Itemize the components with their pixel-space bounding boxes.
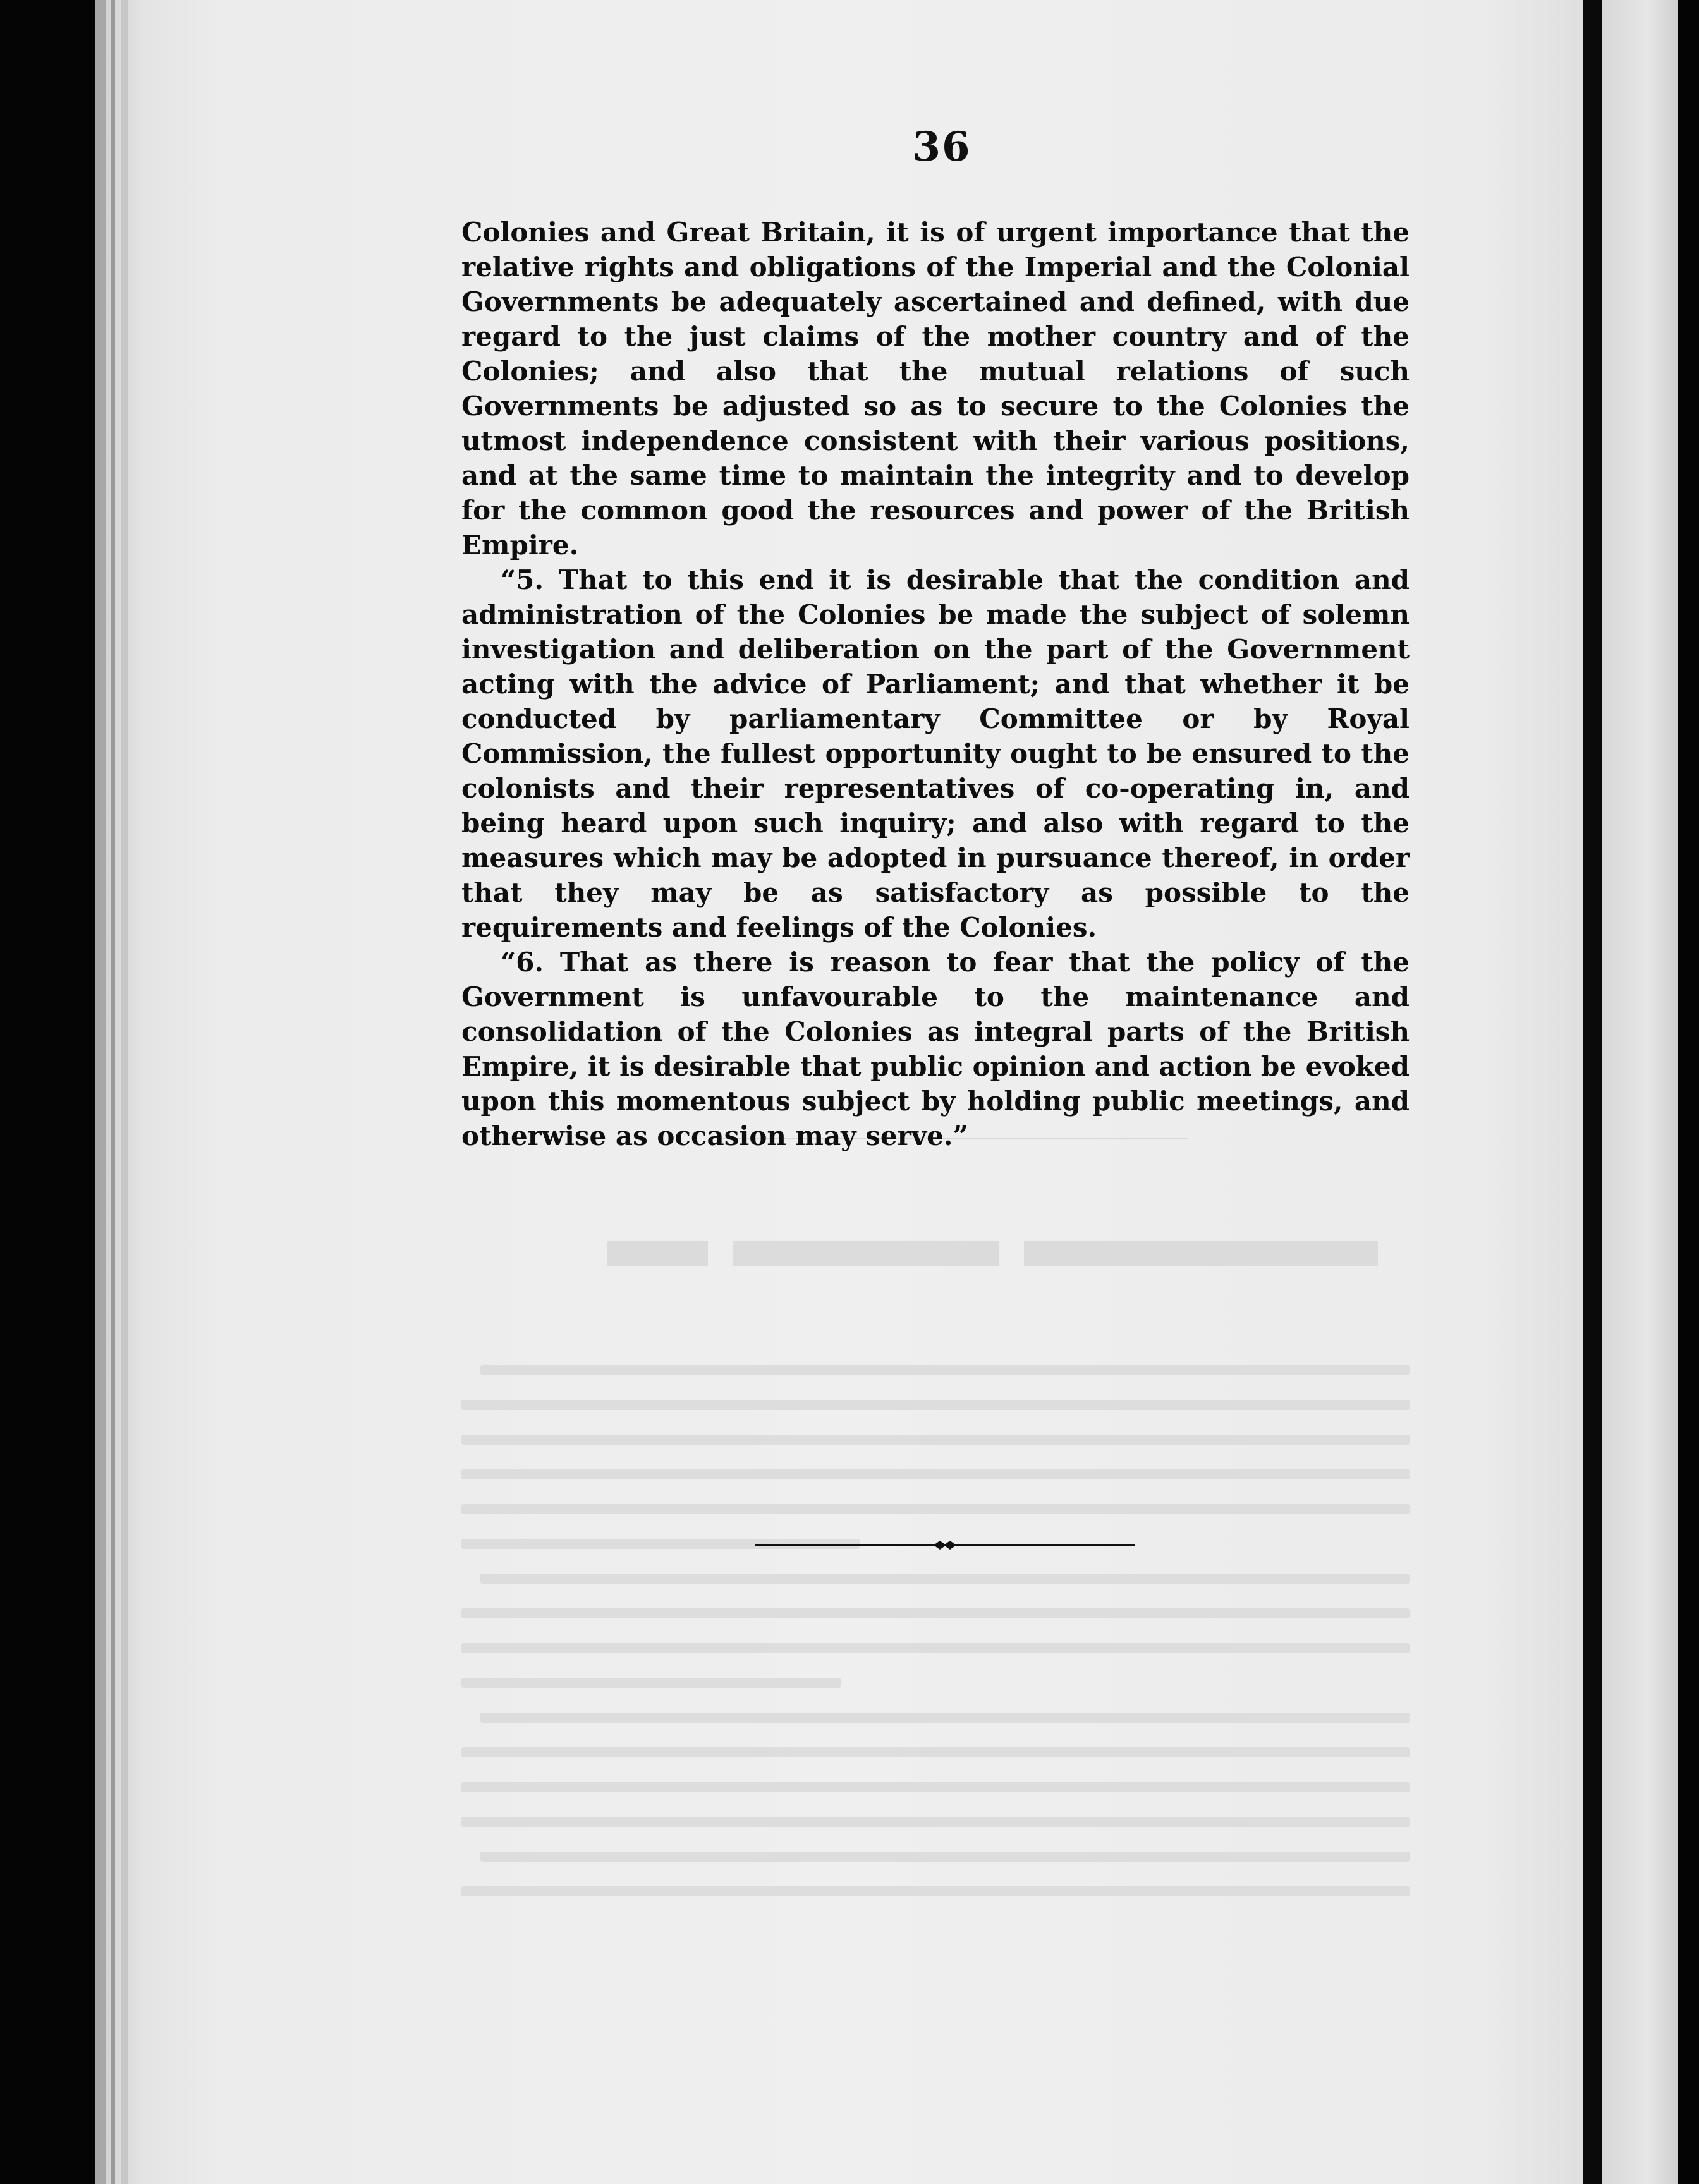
binding-edge xyxy=(121,0,128,2184)
binding-edge xyxy=(111,0,115,2184)
ornamental-divider xyxy=(755,1539,1135,1551)
page-number: 36 xyxy=(912,123,971,171)
show-through-text xyxy=(461,1365,1410,1921)
body-text xyxy=(461,215,1410,1153)
paragraph-resolution-6: “6. That as there is reason to fear that the policy of the Government is unfavourable to the maintenance and consolidation of the Colonies as integral parts of the British Empire, it is desirable that public opinion and action be evoked upon this momentous subject by holding public meetings, and otherwise as occasion may serve.” xyxy=(461,947,1410,1151)
scan-border-right xyxy=(1678,0,1699,2184)
adjacent-page-edge xyxy=(1602,0,1678,2184)
paragraph-continuation: Colonies and Great Britain, it is of urgent importance that the relative rights and obligations of the Imperial and the Colonial Governments be adequately ascertained and defined, with due regard to the just claims of the mother country and of the Colonies; and also that the mutual relations of such Governments be adjusted so as to secure to the Colonies the utmost independence consistent with their various positions, and at the same time to maintain the integrity and to develop for the common good the resources and power of the British Empire. xyxy=(461,217,1410,561)
page-gutter xyxy=(1583,0,1602,2184)
paragraph-resolution-5: “5. That to this end it is desirable that the condition and administration of the Colonies be made the subject of solemn investigation and deliberation on the part of the Government acting with the advice of Parliament; and that whether it be conducted by parliamentary Committee or by Royal Commission, the fullest opportunity ought to be ensured to the colonists and their representatives of co-operating in, and being heard upon such inquiry; and also with regard to the measures which may be adopted in pursuance thereof, in order that they may be as satisfactory as possible to the requirements and feelings of the Colonies. xyxy=(461,564,1410,943)
binding-edge xyxy=(95,0,106,2184)
show-through-heading xyxy=(607,1229,1397,1283)
